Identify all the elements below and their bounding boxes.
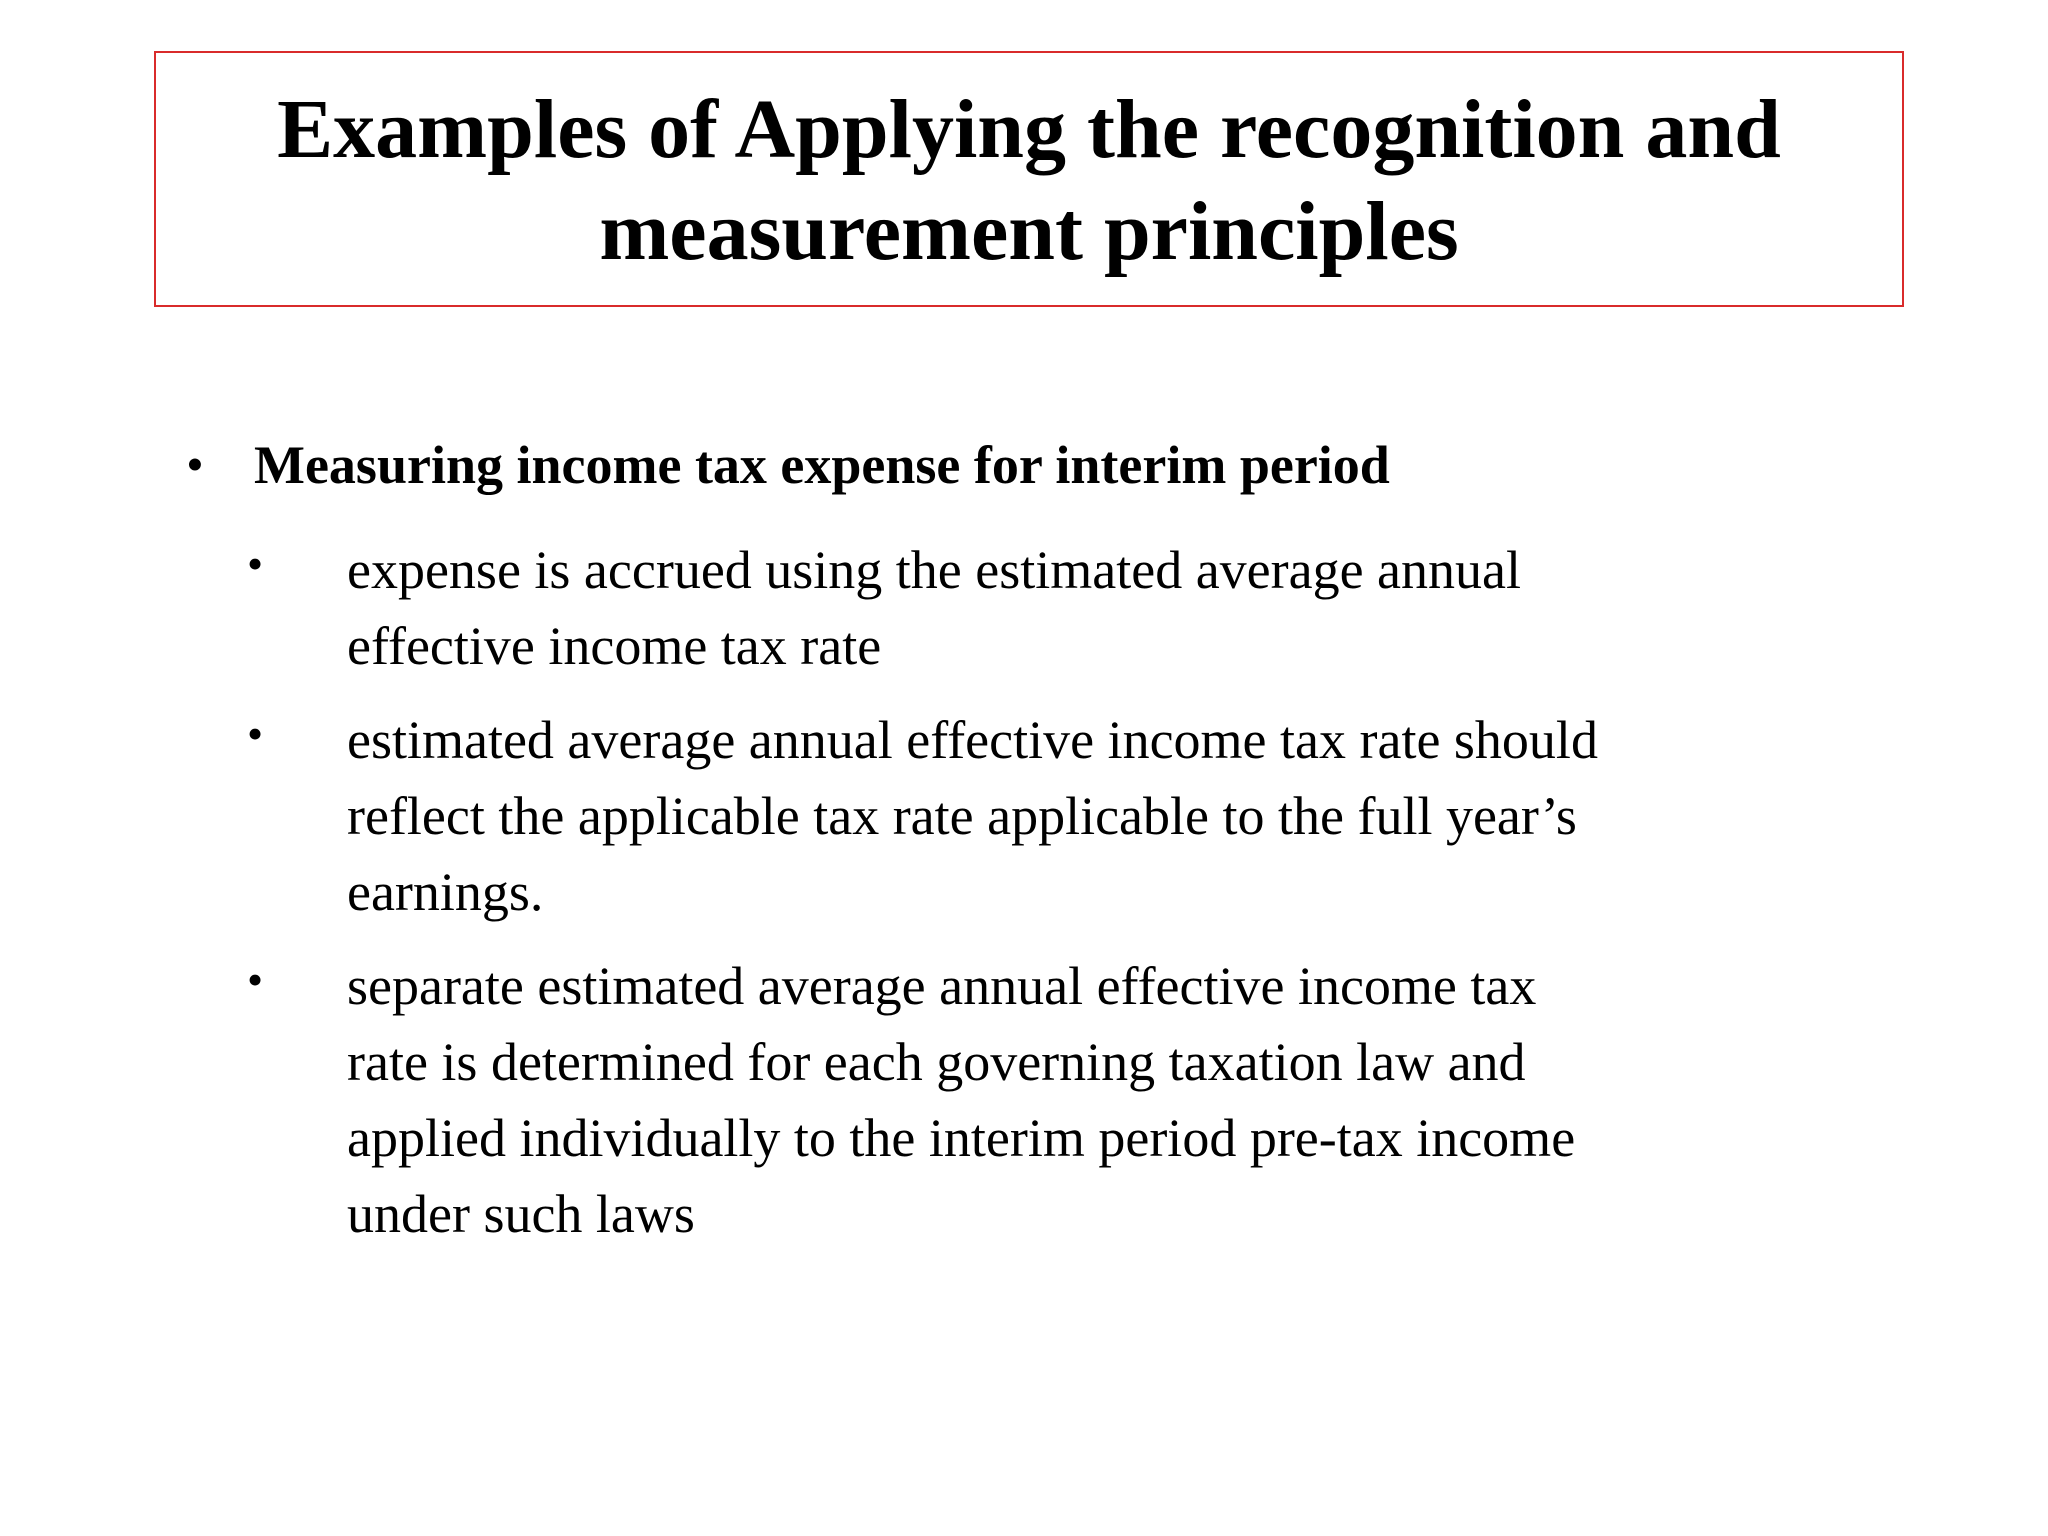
title-line: Examples of Applying the recognition and <box>277 83 1781 176</box>
sub-bullet-line: separate estimated average annual effective income tax <box>347 956 1537 1016</box>
main-bullet-text: Measuring income tax expense for interim period <box>254 435 1390 495</box>
sub-bullet-text <box>347 532 1521 684</box>
sub-bullet-line: reflect the applicable tax rate applicable to the full year’s <box>347 786 1577 846</box>
slide-title <box>277 75 1781 283</box>
sub-bullet-line: applied individually to the interim period pre-tax income <box>347 1108 1576 1168</box>
sub-bullet-text <box>347 948 1575 1252</box>
sub-bullet-line: rate is determined for each governing taxation law and <box>347 1032 1526 1092</box>
title-line: measurement principles <box>599 185 1459 278</box>
sub-bullet-line: expense is accrued using the estimated average annual <box>347 540 1521 600</box>
bullet-icon: • <box>246 538 264 589</box>
sub-bullet-line: earnings. <box>347 862 544 922</box>
bullet-icon: • <box>187 440 203 489</box>
title-box <box>154 51 1904 307</box>
sub-bullet-line: estimated average annual effective income tax rate should <box>347 710 1598 770</box>
bullet-icon: • <box>246 954 264 1005</box>
sub-bullet-line: under such laws <box>347 1184 695 1244</box>
bullet-icon: • <box>246 708 264 759</box>
sub-bullet-line: effective income tax rate <box>347 616 882 676</box>
sub-bullet-text <box>347 702 1598 930</box>
